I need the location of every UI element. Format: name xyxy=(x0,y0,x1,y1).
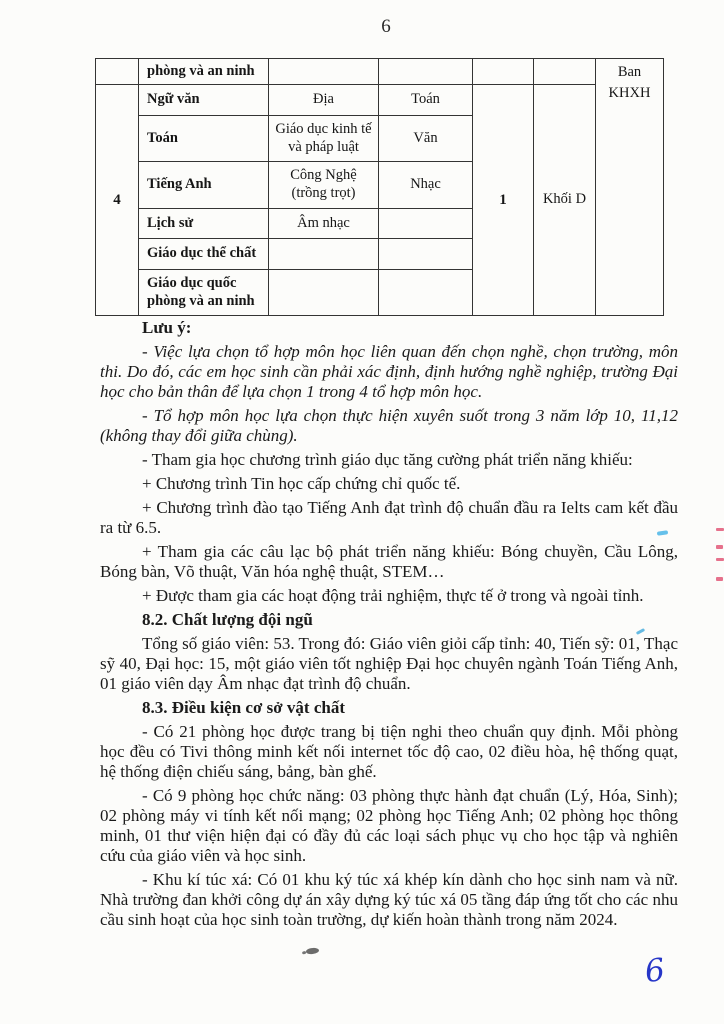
ink-smudge xyxy=(306,947,320,955)
section-paragraph: Tổng số giáo viên: 53. Trong đó: Giáo viên giỏi cấp tỉnh: 40, Tiến sỹ: 01, Thạc sỹ 40, Đại học: 15, một giáo viên tốt nghiệp Đại học chuyên ngành Toán Tiếng Anh, 01 giáo viên dạy Âm nhạc đạt trình độ chuẩn. xyxy=(100,634,678,693)
table-cell: Âm nhạc xyxy=(269,209,379,239)
table-cell-subject: Tiếng Anh xyxy=(139,162,269,209)
note-item: - Việc lựa chọn tổ hợp môn học liên quan đến chọn nghề, chọn trường, môn thi. Do đó, các em học sinh cần phải xác định, định hướng nghề nghiệp, trường Đại học cho bản thân để lựa chọn 1 trong 4 tổ hợp môn học. xyxy=(100,342,678,401)
table-cell: Văn xyxy=(379,116,473,162)
table-cell xyxy=(379,239,473,270)
table-cell-subject: Giáo dục thể chất xyxy=(139,239,269,270)
note-heading: Lưu ý: xyxy=(142,318,192,337)
list-item: + Chương trình Tin học cấp chứng chỉ quốc tế. xyxy=(142,474,461,493)
table-row xyxy=(96,59,664,85)
table-cell: Công Nghệ (trồng trọt) xyxy=(269,162,379,209)
table-cell xyxy=(379,59,473,85)
table-cell-subject: Giáo dục quốc phòng và an ninh xyxy=(139,270,269,316)
table-cell-empty xyxy=(96,59,139,85)
section-paragraph: - Có 21 phòng học được trang bị tiện nghi theo chuẩn quy định. Mỗi phòng học đều có Tivi thông minh kết nối internet tốc độ cao, 02 điều hòa, hệ thống quạt, hệ thống điện chiếu sáng, bảng, bàn ghế. xyxy=(100,722,678,781)
printed-page-number: 6 xyxy=(381,16,391,37)
table-cell-subject: Toán xyxy=(139,116,269,162)
table-cell-group-number: 4 xyxy=(96,85,139,316)
table-cell-empty xyxy=(473,59,534,85)
handwritten-page-number: 6 xyxy=(642,951,667,991)
list-item: + Tham gia các câu lạc bộ phát triển năng khiếu: Bóng chuyền, Cầu Lông, Bóng bàn, Võ thuật, Văn hóa nghệ thuật, STEM… xyxy=(100,542,678,581)
section-heading-8-2: 8.2. Chất lượng đội ngũ xyxy=(142,610,313,629)
list-item: + Chương trình đào tạo Tiếng Anh đạt trình độ chuẩn đầu ra Ielts cam kết đầu ra từ 6.5. xyxy=(100,498,678,537)
section-paragraph: - Khu kí túc xá: Có 01 khu ký túc xá khép kín dành cho học sinh nam và nữ. Nhà trường đan khởi công dự án xây dựng ký túc xá 05 tầng đáp ứng tốt cho các nhu cầu sinh hoạt của học sinh toàn trường, dự kiến hoàn thành trong năm 2024. xyxy=(100,870,678,929)
table-cell-count: 1 xyxy=(473,85,534,316)
scan-edge-mark xyxy=(716,528,724,531)
table-row xyxy=(96,85,664,116)
table-cell-khoi: Khối D xyxy=(534,85,596,316)
table-cell-ban-khxh: Ban KHXH xyxy=(596,59,664,316)
table-cell xyxy=(269,270,379,316)
scan-edge-mark xyxy=(716,577,723,581)
table-cell xyxy=(269,239,379,270)
table-cell xyxy=(379,270,473,316)
table-cell: Toán xyxy=(379,85,473,116)
table-cell-empty xyxy=(534,59,596,85)
list-item: + Được tham gia các hoạt động trải nghiệm, thực tế ở trong và ngoài tỉnh. xyxy=(142,586,644,605)
table-cell-subject: Ngữ văn xyxy=(139,85,269,116)
table-cell: Địa xyxy=(269,85,379,116)
scan-edge-mark xyxy=(716,558,724,561)
table-cell xyxy=(269,59,379,85)
note-item: - Tổ hợp môn học lựa chọn thực hiện xuyên suốt trong 3 năm lớp 10, 11,12 (không thay đổi giữa chùng). xyxy=(100,406,678,445)
table-cell: Nhạc xyxy=(379,162,473,209)
document-body xyxy=(100,318,678,934)
section-paragraph: - Có 9 phòng học chức năng: 03 phòng thực hành đạt chuẩn (Lý, Hóa, Sinh); 02 phòng máy vi tính kết nối mạng; 02 phòng học Tiếng Anh; 02 phòng học thông minh, 01 thư viện hiện đại có đầy đủ các loại sách phục vụ cho học tập và nghiên cứu của giáo viên và học sinh. xyxy=(100,786,678,865)
list-item: - Tham gia học chương trình giáo dục tăng cường phát triển năng khiếu: xyxy=(142,450,633,469)
subject-combination-table xyxy=(95,58,664,316)
table-cell-subject: phòng và an ninh xyxy=(139,59,269,85)
table-cell xyxy=(379,209,473,239)
table-cell-subject: Lịch sử xyxy=(139,209,269,239)
section-heading-8-3: 8.3. Điều kiện cơ sở vật chất xyxy=(142,698,345,717)
scan-edge-mark xyxy=(716,545,723,549)
table-cell: Giáo dục kinh tế và pháp luật xyxy=(269,116,379,162)
